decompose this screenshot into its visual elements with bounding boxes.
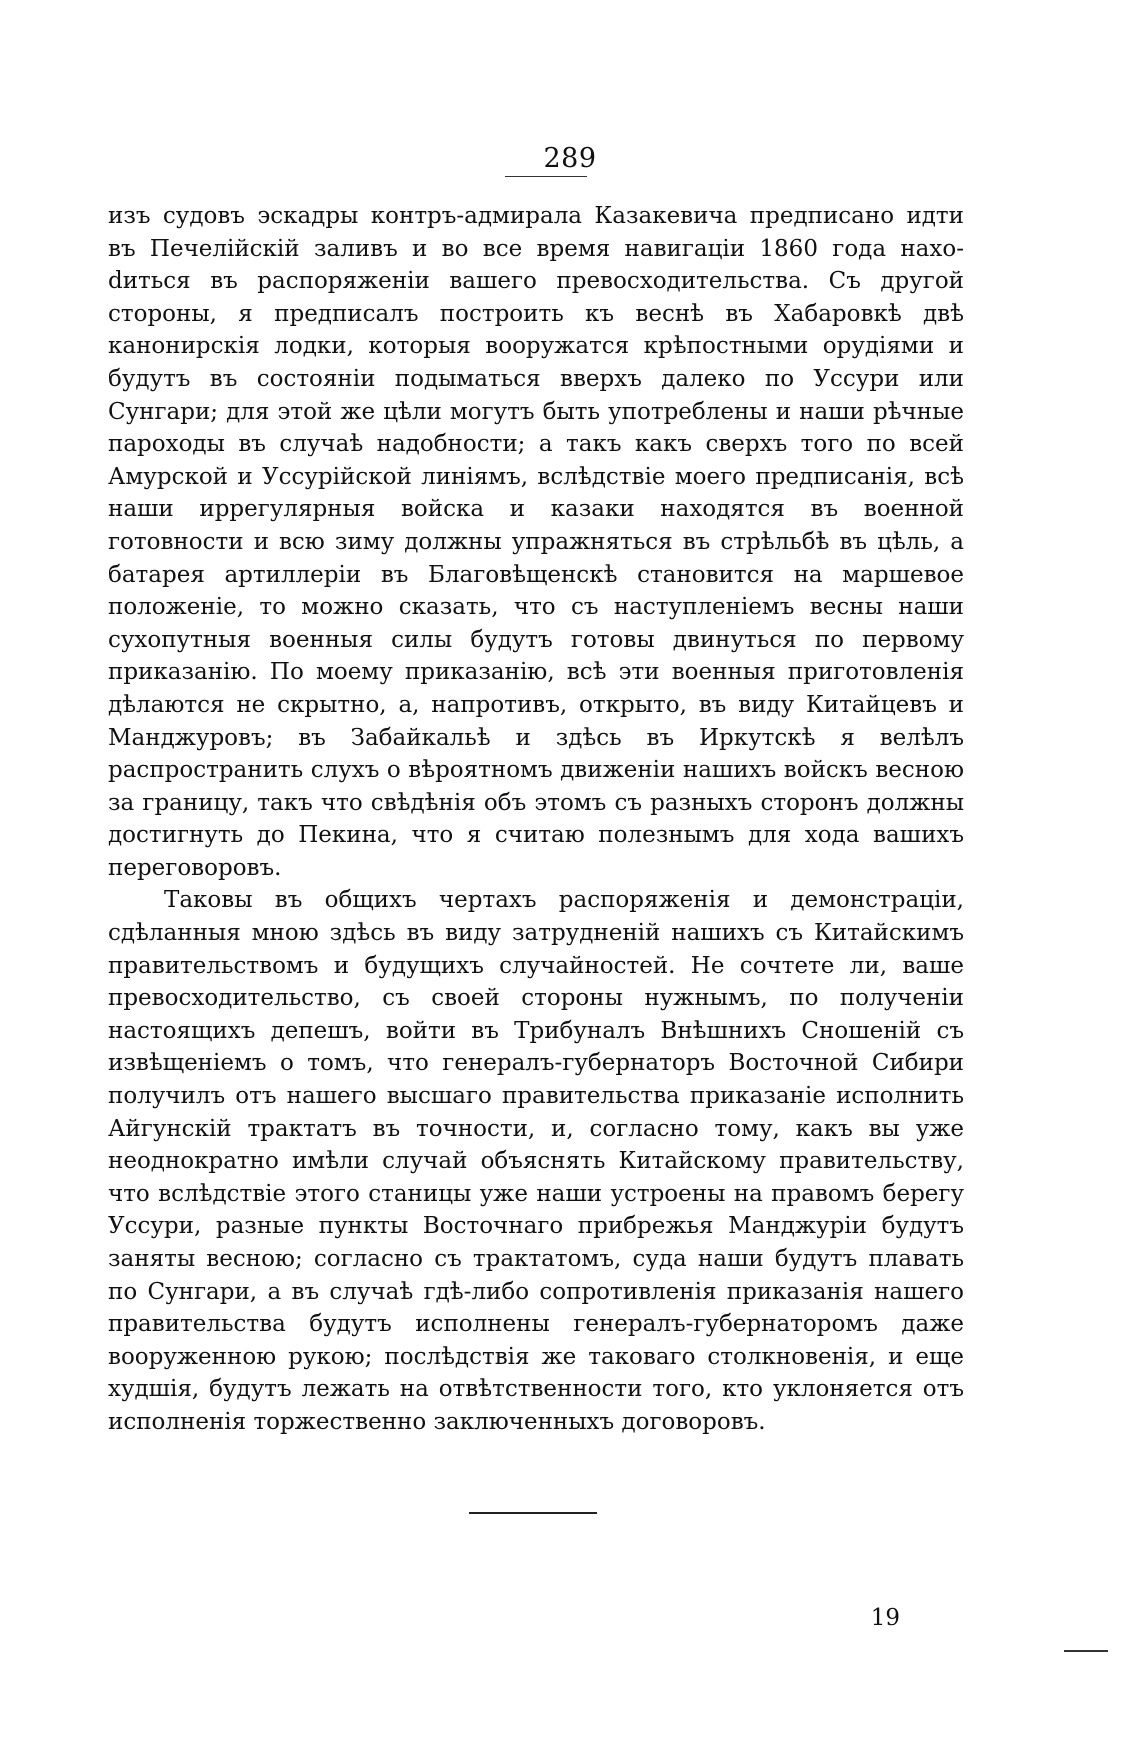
paragraph-1: изъ судовъ эскадры контръ-адмирала Казакевича предписано идти въ Печелійскій заливъ и во все время навигаціи 1860 года нахоdиться въ распоряженіи вашего превосходительства. Съ другой стороны, я предписалъ построить къ веснѣ въ Хабаровкѣ двѣ канонирскія лодки, которыя вооружатся крѣпостными орудіями и будутъ въ состояніи подыматься вверхъ далеко по Уссури или Сунгари; для этой же цѣли могутъ быть употреблены и наши рѣчные пароходы въ случаѣ надобности; а такъ какъ сверхъ того по всей Амурской и Уссурійской линіямъ, вслѣдствіе моего предписанія, всѣ наши иррегулярныя войска и казаки находятся въ военной готовности и всю зиму должны упражняться въ стрѣльбѣ въ цѣль, а батарея артиллеріи въ Благовѣщенскѣ становится на маршевое положеніе, то можно сказать, что съ наступленіемъ весны наши сухопутныя военныя силы будутъ готовы двинуться по первому приказанію. По моему приказанію, всѣ эти военныя приготовленія дѣлаются не скрытно, а, напротивъ, открыто, въ виду Китайцевъ и Манджуровъ; въ Забайкальѣ и здѣсь въ Иркутскѣ я велѣлъ распространить слухъ о вѣроятномъ движеніи нашихъ войскъ весною за границу, такъ что свѣдѣнія объ этомъ съ разныхъ сторонъ должны достигнуть до Пекина, что я считаю полезнымъ для хода вашихъ переговоровъ.	[108, 203, 964, 881]
printer-signature-mark: 19	[870, 1605, 900, 1631]
body-text	[108, 200, 964, 1439]
scan-edge-mark	[1064, 1650, 1108, 1652]
paragraph-2: Таковы въ общихъ чертахъ распоряженія и демонстраціи, сдѣланныя мною здѣсь въ виду затрудненій нашихъ съ Китайскимъ правительствомъ и будущихъ случайностей. Не сочтете ли, ваше превосходительство, съ своей стороны нужнымъ, по полученіи настоящихъ депешъ, войти въ Трибуналъ Внѣшнихъ Сношеній съ извѣщеніемъ о томъ, что генералъ-губернаторъ Восточной Сибири получилъ отъ нашего высшаго правительства приказаніе исполнить Айгунскій трактатъ въ точности, и, согласно тому, какъ вы уже неоднократно имѣли случай объяснять Китайскому правительству, что вслѣдствіе этого станицы уже наши устроены на правомъ берегу Уссури, разные пункты Восточнаго прибрежья Манджуріи будутъ заняты весною; согласно съ трактатомъ, суда наши будутъ плавать по Сунгари, а въ случаѣ гдѣ-либо сопротивленія приказанія нашего правительства будутъ исполнены генералъ-губернаторомъ даже вооруженною рукою; послѣдствія же таковаго столкновенія, и еще худшія, будутъ лежать на отвѣтственности того, кто уклоняется отъ исполненія торжественно заключенныхъ договоровъ.	[108, 887, 964, 1435]
page-number: 289	[543, 143, 597, 174]
page-number-rule	[505, 176, 587, 177]
end-of-text-rule	[469, 1512, 597, 1514]
